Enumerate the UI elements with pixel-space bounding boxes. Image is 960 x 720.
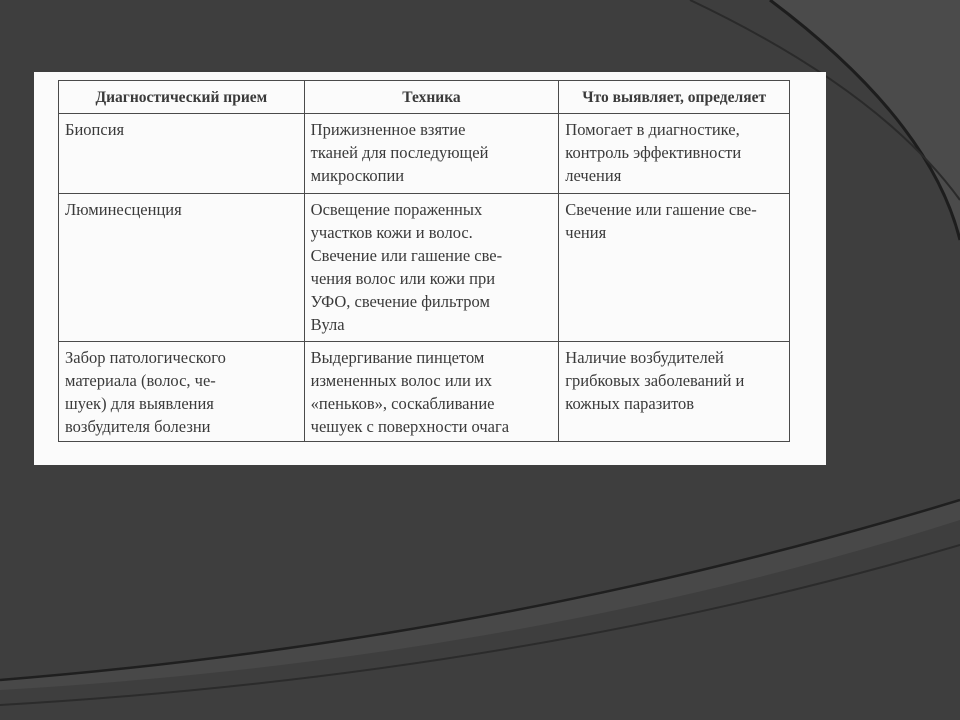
table-cell	[59, 194, 305, 342]
cell-text: Помогает в диагностике, контроль эффективности лечения	[565, 120, 742, 185]
cell-text: Прижизненное взятие тканей для последующей микроскопии	[310, 120, 489, 185]
table-row	[59, 114, 790, 194]
table-row	[59, 194, 790, 342]
header-diagnostic-method: Диагностический прием	[59, 81, 305, 114]
table-cell	[559, 194, 790, 342]
cell-text: Люминесценция	[65, 200, 182, 219]
table-row	[59, 342, 790, 442]
table-cell	[59, 114, 305, 194]
cell-text: Наличие возбудителей грибковых заболеваний и кожных паразитов	[565, 348, 745, 413]
header-reveals: Что выявляет, определяет	[559, 81, 790, 114]
diagnostic-table	[58, 80, 790, 442]
cell-text: Свечение или гашение све- чения	[565, 200, 757, 242]
cell-text: Освещение пораженных участков кожи и волос. Свечение или гашение све- чения волос или кожи при УФО, свечение фильтром Вула	[310, 200, 503, 334]
table-cell	[59, 342, 305, 442]
table-image	[34, 72, 826, 465]
cell-text: Биопсия	[65, 120, 125, 139]
table-cell	[559, 114, 790, 194]
table-cell	[304, 114, 559, 194]
header-technique: Техника	[304, 81, 559, 114]
cell-text: Выдергивание пинцетом измененных волос или их «пеньков», соскабливание чешуек с поверхности очага	[310, 348, 510, 436]
table-cell	[304, 194, 559, 342]
cell-text: Забор патологического материала (волос, че- шуек) для выявления возбудителя болезни	[65, 348, 226, 436]
table-cell	[559, 342, 790, 442]
table-cell	[304, 342, 559, 442]
table-header-row	[59, 81, 790, 114]
